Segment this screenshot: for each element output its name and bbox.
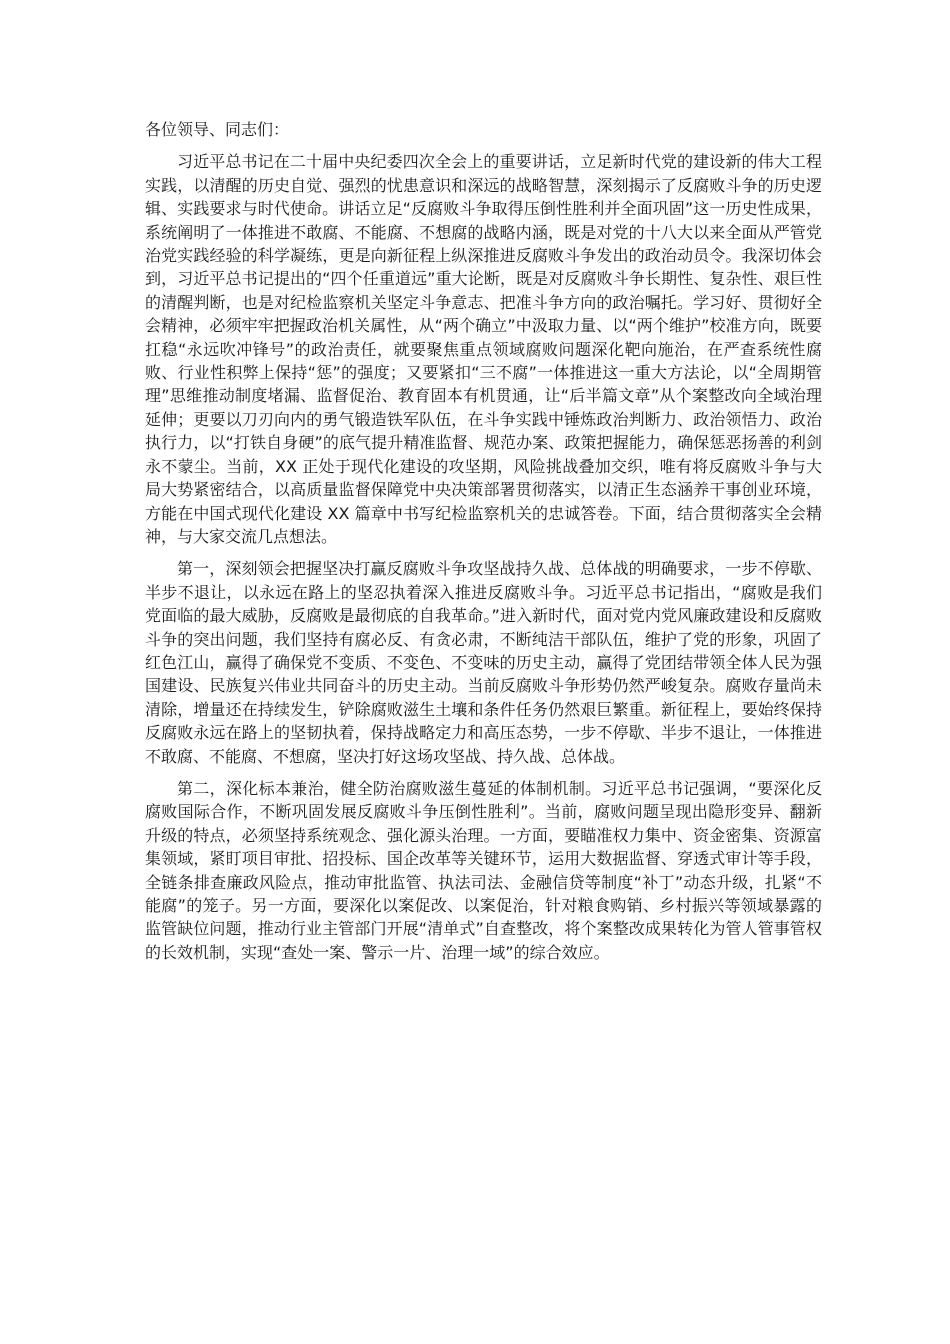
document-body xyxy=(145,118,822,973)
paragraph-first-point: 第一，深刻领会把握坚决打赢反腐败斗争攻坚战持久战、总体战的明确要求，一步不停歇、半步不退让，以永远在路上的坚忍执着深入推进反腐败斗争。习近平总书记指出，“腐败是我们党面临的最大威胁，反腐败是最彻底的自我革命。”进入新时代，面对党内党风廉政建设和反腐败斗争的突出问题，我们坚持有腐必反、有贪必肃，不断纯洁干部队伍，维护了党的形象，巩固了红色江山，赢得了确保党不变质、不变色、不变味的历史主动，赢得了党团结带领全体人民为强国建设、民族复兴伟业共同奋斗的历史主动。当前反腐败斗争形势仍然严峻复杂。腐败存量尚未清除，增量还在持续发生，铲除腐败滋生土壤和条件任务仍然艰巨繁重。新征程上，要始终保持反腐败永远在路上的坚韧执着，保持战略定力和高压态势，一步不停歇、半步不退让，一体推进不敢腐、不能腐、不想腐，坚决打好这场攻坚战、持久战、总体战。 xyxy=(145,559,822,766)
salutation: 各位领导、同志们： xyxy=(145,120,290,139)
paragraph-second-point: 第二，深化标本兼治，健全防治腐败滋生蔓延的体制机制。习近平总书记强调，“要深化反腐败国际合作，不断巩固发展反腐败斗争压倒性胜利”。当前，腐败问题呈现出隐形变异、翻新升级的特点，必须坚持系统观念、强化源头治理。一方面，要瞄准权力集中、资金密集、资源富集领域，紧盯项目审批、招投标、国企改革等关键环节，运用大数据监督、穿透式审计等手段，全链条排查廉政风险点，推动审批监管、执法司法、金融信贷等制度“补丁”动态升级，扎紧“不能腐”的笼子。另一方面，要深化以案促改、以案促治，针对粮食购销、乡村振兴等领域暴露的监管缺位问题，推动行业主管部门开展“清单式”自查整改，将个案整改成果转化为管人管事管权的长效机制，实现“查处一案、警示一片、治理一域”的综合效应。 xyxy=(145,778,822,962)
paragraph-intro: 习近平总书记在二十届中央纪委四次全会上的重要讲话，立足新时代党的建设新的伟大工程实践，以清醒的历史自觉、强烈的忧患意识和深远的战略智慧，深刻揭示了反腐败斗争的历史逻辑、实践要求与时代使命。讲话立足“反腐败斗争取得压倒性胜利并全面巩固”这一历史性成果，系统阐明了一体推进不敢腐、不能腐、不想腐的战略内涵，既是对党的十八大以来全面从严管党治党实践经验的科学凝练，更是向新征程上纵深推进反腐败斗争发出的政治动员令。我深切体会到，习近平总书记提出的“四个任重道远”重大论断，既是对反腐败斗争长期性、复杂性、艰巨性的清醒判断，也是对纪检监察机关坚定斗争意志、把准斗争方向的政治嘱托。学习好、贯彻好全会精神，必须牢牢把握政治机关属性，从“两个确立”中汲取力量、以“两个维护”校准方向，既要扛稳“永远吹冲锋号”的政治责任，就要聚焦重点领域腐败问题深化靶向施治，在严查系统性腐败、行业性积弊上保持“惩”的强度；又要紧扣“三不腐”一体推进这一重大方法论，以“全周期管理”思维推动制度堵漏、监督促治、教育固本有机贯通，让“后半篇文章”从个案整改向全域治理延伸；更要以刀刃向内的勇气锻造铁军队伍，在斗争实践中锤炼政治判断力、政治领悟力、政治执行力，以“打铁自身硬”的底气提升精准监督、规范办案、政策把握能力，确保惩恶扬善的利剑永不蒙尘。当前，XX 正处于现代化建设的攻坚期，风险挑战叠加交织，唯有将反腐败斗争与大局大势紧密结合，以高质量监督保障党中央决策部署贯彻落实，以清正生态涵养干事创业环境，方能在中国式现代化建设 XX 篇章中书写纪检监察机关的忠诚答卷。下面，结合贯彻落实全会精神，与大家交流几点想法。 xyxy=(145,152,822,546)
